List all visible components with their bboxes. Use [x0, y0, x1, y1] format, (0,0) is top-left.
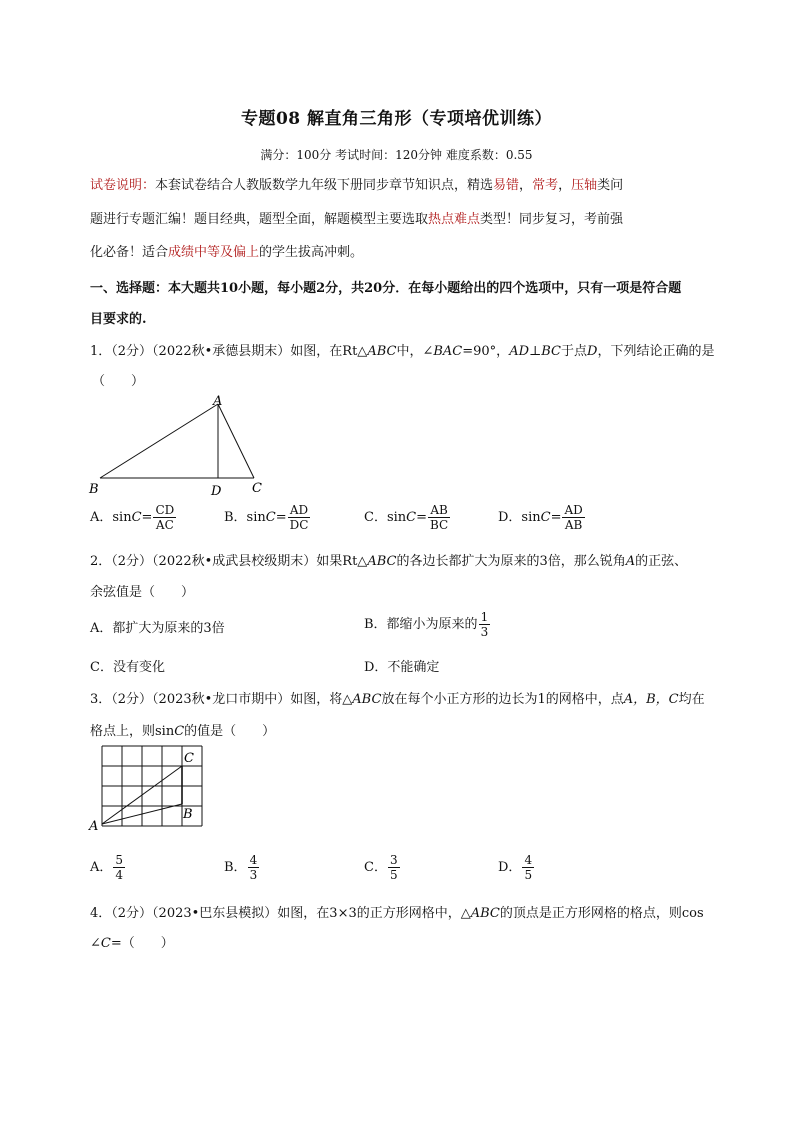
side-ac — [218, 404, 254, 478]
label-b: B — [89, 482, 99, 497]
page-title: 专题08 解直角三角形（专项培优训练） — [240, 109, 553, 129]
side-ab — [100, 404, 218, 478]
exam-meta: 满分：100分 考试时间：120分钟 难度系数：0.55 — [260, 148, 533, 162]
q2-option-a[interactable]: A．都扩大为原来的3倍 — [90, 621, 225, 636]
label-c: C — [252, 481, 262, 496]
question-4-stem: 4．（2分）（2023•巴东县模拟）如图，在3×3的正方形网格中，△ABC的顶点是正方形网格的格点，则cos — [90, 906, 704, 921]
label-c: C — [184, 751, 194, 766]
q2-option-c[interactable]: C．没有变化 — [90, 660, 165, 675]
q3-option-c[interactable]: C． $\frac{3}{5}$ — [364, 853, 398, 882]
description-line-3: 化必备！适合成绩中等及偏上的学生拔高冲刺。 — [90, 245, 364, 260]
q1-option-d[interactable]: D．sinC= $\frac{AD}{AB}$ — [498, 503, 583, 532]
description-line-1: 试卷说明：本套试卷结合人教版数学九年级下册同步章节知识点，精选易错，常考，压轴类问 — [90, 178, 624, 193]
q3-option-a[interactable]: A． $\frac{5}{4}$ — [90, 853, 124, 882]
question-3-stem: 3．（2分）（2023秋•龙口市期中）如图，将△ABC放在每个小正方形的边长为1的网格中，点A，B，C均在 — [90, 692, 705, 707]
section-heading-cont: 目要求的. — [90, 312, 147, 327]
q1-option-b[interactable]: B．sinC= $\frac{AD}{DC}$ — [224, 503, 309, 532]
description-label: 试卷说明： — [90, 178, 156, 193]
q2-option-b[interactable]: B．都缩小为原来的 $\frac{1}{3}$ — [364, 610, 489, 639]
label-a: A — [213, 394, 223, 409]
q3-option-b[interactable]: B． $\frac{4}{3}$ — [224, 853, 258, 882]
label-a: A — [89, 819, 99, 834]
label-b: B — [183, 807, 193, 822]
label-d: D — [211, 484, 222, 499]
question-2-stem: 2．（2分）（2022秋•成武县校级期末）如果Rt△ABC的各边长都扩大为原来的3倍，那么锐角A的正弦、 — [90, 554, 688, 569]
section-heading: 一、选择题：本大题共10小题，每小题2分，共20分．在每小题给出的四个选项中，只有一项是符合题 — [90, 281, 682, 296]
question-2-stem-cont: 余弦值是（ ） — [90, 585, 195, 600]
question-4-stem-cont: ∠C=（ ） — [90, 936, 174, 951]
q1-option-c[interactable]: C．sinC= $\frac{AB}{BC}$ — [364, 503, 449, 532]
question-3-stem-cont: 格点上，则sinC的值是（ ） — [90, 724, 276, 739]
q1-option-a[interactable]: A．sinC= $\frac{CD}{AC}$ — [90, 503, 175, 532]
question-1-figure — [86, 392, 276, 500]
question-1-stem: 1．（2分）（2022秋•承德县期末）如图，在Rt△ABC中，∠BAC=90°，AD⊥BC于点D，下列结论正确的是 — [90, 344, 715, 359]
question-3-grid-figure — [86, 742, 210, 838]
description-line-2: 题进行专题汇编！题目经典，题型全面，解题模型主要选取热点难点类型！同步复习，考前强 — [90, 212, 624, 227]
q3-option-d[interactable]: D． $\frac{4}{5}$ — [498, 853, 533, 882]
q2-option-d[interactable]: D．不能确定 — [364, 660, 440, 675]
question-1-stem-cont: （ ） — [92, 374, 145, 389]
